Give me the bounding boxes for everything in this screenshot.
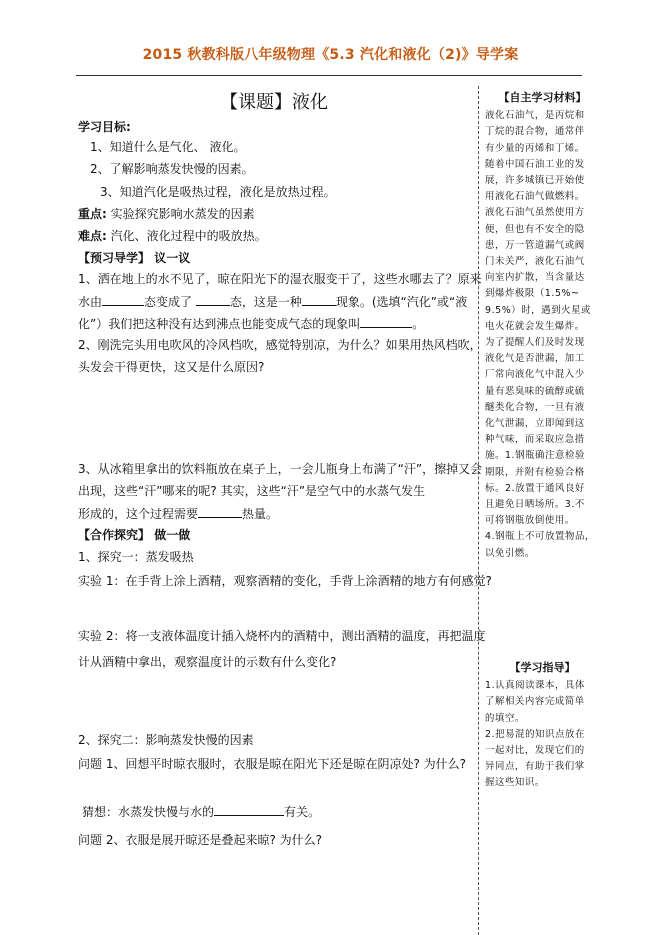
- coop-suffix: 做一做: [150, 528, 191, 542]
- blank-2[interactable]: [196, 294, 230, 306]
- guess-line: [82, 804, 482, 819]
- coop-section-heading: [78, 528, 478, 542]
- question-2-line-2: 头发会干得更快，这又是什么原因?: [78, 360, 265, 374]
- sidebar-material: [485, 90, 600, 562]
- experiment-2-line-1: 实验 2：将一支液体温度计插入烧杯内的酒精中，测出酒精的温度，再把温度: [78, 629, 486, 643]
- objective-1: 1、知道什么是气化、 液化。: [90, 140, 246, 154]
- question-2-line-1: 2、刚洗完头用电吹风的冷风档吹，感觉特别凉，为什么？如果用热风档吹，: [78, 338, 482, 352]
- lesson-title: 【课题】液化: [220, 92, 328, 113]
- issue-2: 问题 2、衣服是展开晾还是叠起来晾? 为什么?: [78, 833, 323, 847]
- header-rule: [76, 75, 582, 76]
- guess-text-b: 有关。: [284, 805, 321, 819]
- question-1-line-2: [78, 294, 478, 309]
- blank-6[interactable]: [214, 804, 284, 816]
- objective-2: 2、了解影响蒸发快慢的因素。: [90, 162, 254, 176]
- blank-4[interactable]: [360, 316, 412, 328]
- question-3-line-1: 3、从冰箱里拿出的饮料瓶放在桌子上，一会儿瓶身上布满了“汗”，擦掉又会: [78, 462, 483, 476]
- guide-body: 1.认真阅读课本，具体 了解相关内容完成简单 的填空。 2.把易混的知识点放在 一起对比，发现它们的 异同点，有助于我们掌 握这些知识。: [485, 680, 585, 789]
- experiment-1: 实验 1：在手背上涂上酒精，观察酒精的变化，手背上涂酒精的地方有何感觉?: [78, 574, 492, 588]
- q1-text-b: 态变成了: [144, 295, 196, 309]
- objective-3: 3、知道汽化是吸热过程，液化是放热过程。: [100, 185, 336, 199]
- q1-text-a: 水由: [78, 295, 103, 309]
- question-3-line-3: [78, 506, 478, 521]
- q1-text-d: 现象。(选填“汽化”或“液: [335, 295, 468, 309]
- q3-text-b: 热量。: [242, 507, 279, 521]
- question-3-line-2: 出现，这些“汗”哪来的呢? 其实，这些“汗”是空气中的水蒸气发生: [78, 484, 426, 498]
- q3-text-a: 形成的，这个过程需要: [78, 507, 199, 521]
- explore-1-heading: 1、探究一：蒸发吸热: [78, 550, 194, 564]
- difficulty-text: 汽化、液化过程中的吸放热。: [106, 229, 267, 243]
- q1-text-e: 化”）我们把这种没有达到沸点也能变成气态的现象叫: [78, 317, 361, 331]
- explore-2-heading: 2、探究二：影响蒸发快慢的因素: [78, 733, 254, 747]
- key-point: [78, 207, 478, 221]
- guide-title: 【学习指导】: [509, 661, 576, 674]
- preview-suffix: 议一议: [150, 251, 191, 265]
- question-1-line-3: [78, 316, 478, 331]
- preview-label: 【预习导学】: [78, 251, 151, 265]
- key-point-label: 重点:: [78, 207, 107, 221]
- experiment-2-line-2: 计从酒精中拿出，观察温度计的示数有什么变化?: [78, 655, 337, 669]
- guess-text-a: 猜想：水蒸发快慢与水的: [82, 805, 215, 819]
- blank-3[interactable]: [302, 294, 336, 306]
- q1-text-f: 。: [412, 317, 425, 331]
- page-header: 2015 秋教科版八年级物理《5.3 汽化和液化（2)》导学案: [142, 47, 519, 63]
- sidebar-guide: [485, 660, 600, 792]
- coop-label: 【合作探究】: [78, 528, 151, 542]
- preview-section-heading: [78, 251, 478, 265]
- issue-1: 问题 1、回想平时晾衣服时，衣服是晾在阳光下还是晾在阴凉处? 为什么?: [78, 757, 467, 771]
- difficulty-label: 难点:: [78, 229, 107, 243]
- key-point-text: 实验探究影响水蒸发的因素: [106, 207, 255, 221]
- q1-text-c: 态，这是一种: [229, 295, 302, 309]
- question-1-line-1: 1、洒在地上的水不见了，晾在阳光下的湿衣服变干了，这些水哪去了？原来: [78, 272, 482, 286]
- material-title: 【自主学习材料】: [498, 91, 587, 104]
- objectives-label: 学习目标:: [78, 120, 131, 134]
- material-body: 液化石油气，是丙烷和 丁烷的混合物，通常伴 有少量的丙烯和丁烯。 随着中国石油工业的发 展，许多城镇已开始使 用液化石油气做燃料。 液化石油气虽然使用方 便，但也有不安全的隐 患，万一管道漏气或阀 门未关严，液化石油气 向室内扩散，当含量达 到爆炸极限（1.5%~ 9.5%）时，遇到火星或 电火花就会发生爆炸。 为了提醒人们及时发现 液化气是否泄漏，加工 厂常向液化气中混入少 量有恶臭味的硫醇或硫 醚类化合物，一旦有液 化气泄漏，立即闻到这 种气味，而采取应急措 施。1.钢瓶确注意检验 期限，并附有检验合格 标。2.放置于通风良好 且避免日晒场所。3.不 可将钢瓶放倒使用。 4.钢瓶上不可放置物品， 以免引燃。: [485, 110, 595, 559]
- difficulty-point: [78, 229, 478, 243]
- blank-5[interactable]: [198, 506, 242, 518]
- blank-1[interactable]: [102, 294, 144, 306]
